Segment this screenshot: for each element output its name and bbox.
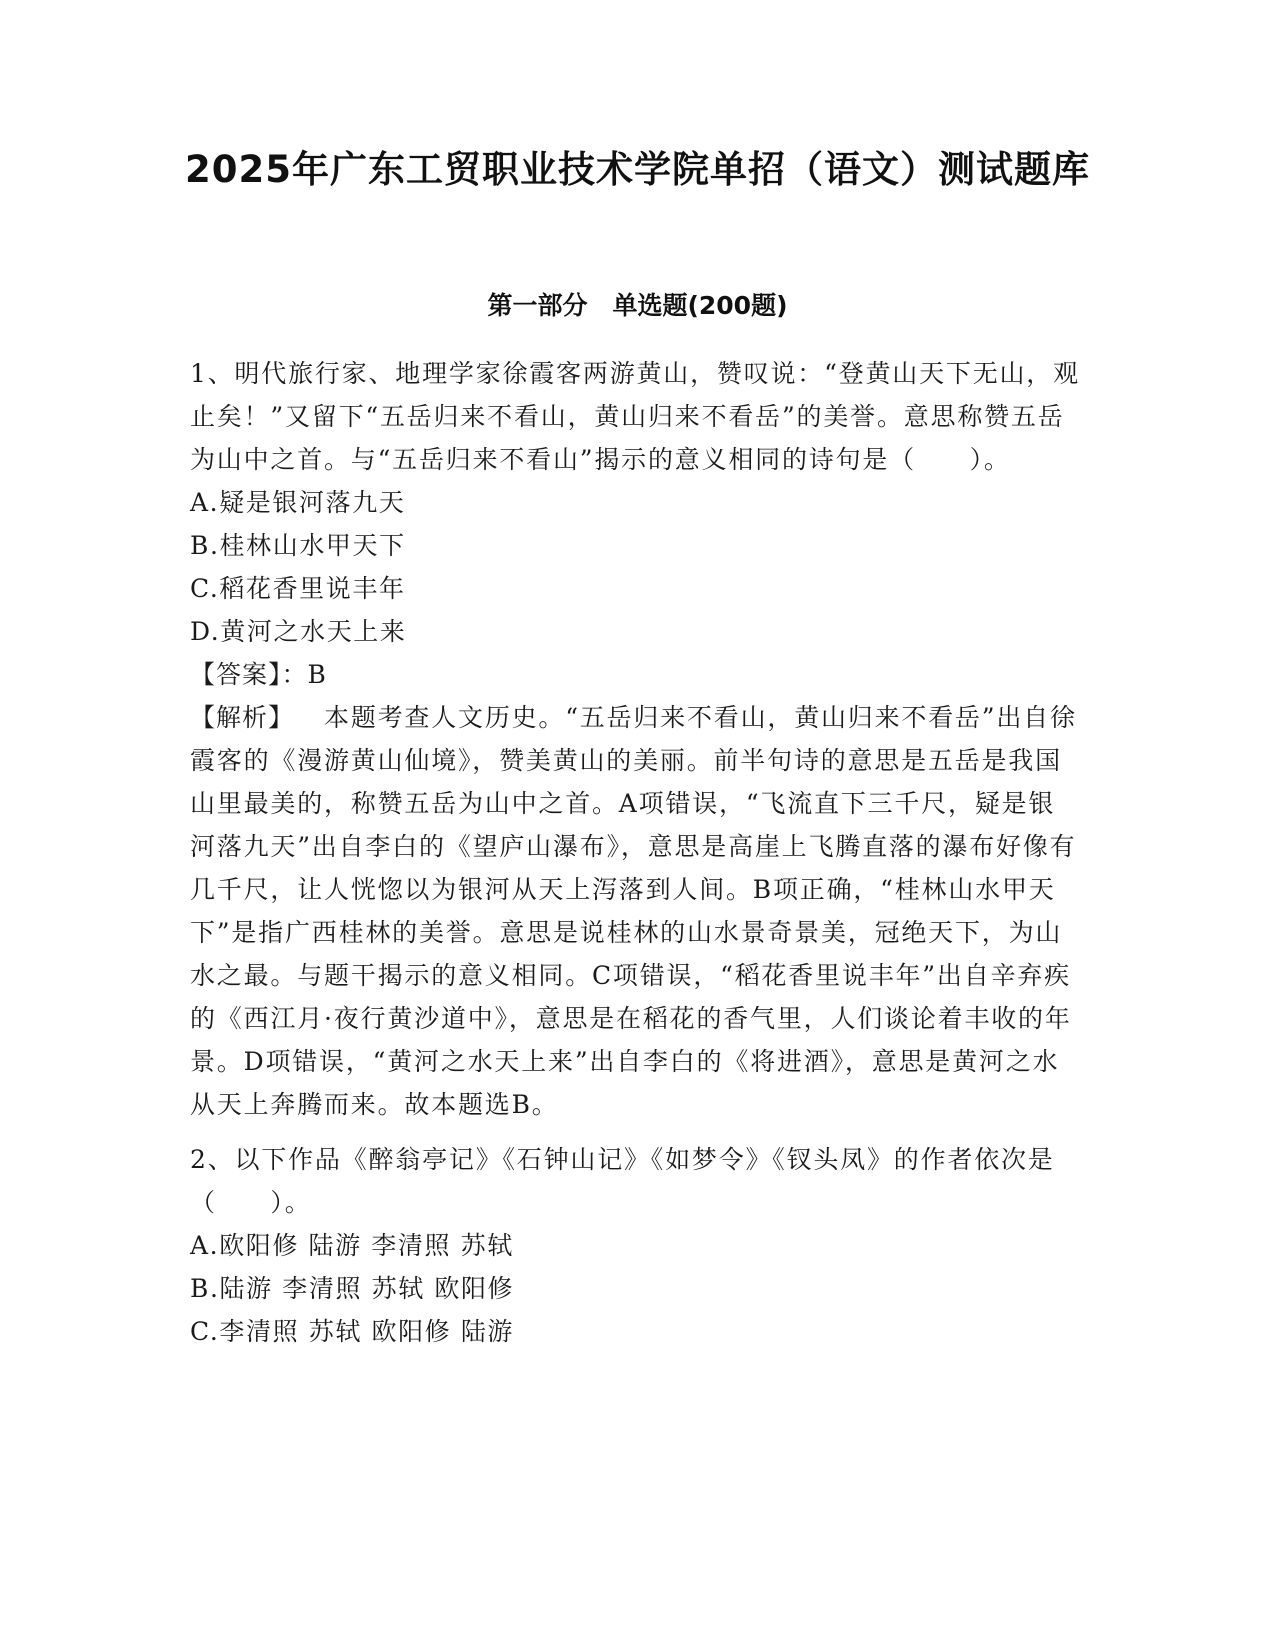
option-a: A.欧阳修 陆游 李清照 苏轼: [190, 1231, 514, 1260]
option-b: B.桂林山水甲天下: [190, 531, 406, 560]
question-stem: 2、以下作品《醉翁亭记》《石钟山记》《如梦令》《钗头凤》的作者依次是（ ）。: [190, 1145, 1055, 1217]
document-title: 2025年广东工贸职业技术学院单招（语文）测试题库: [185, 148, 1090, 191]
option-b: B.陆游 李清照 苏轼 欧阳修: [190, 1274, 515, 1303]
question-2: [190, 1138, 1080, 1353]
option-a: A.疑是银河落九天: [190, 488, 406, 517]
section-title: 第一部分 单选题(200题): [487, 291, 788, 320]
option-d: D.黄河之水天上来: [190, 617, 407, 646]
question-list: [190, 352, 1080, 1353]
question-1: [190, 352, 1080, 1126]
answer-value: B: [307, 660, 328, 689]
analysis-paragraph: [190, 696, 1080, 1126]
analysis-text: 本题考查人文历史。“五岳归来不看山，黄山归来不看岳”出自徐霞客的《漫游黄山仙境》，赞美黄山的美丽。前半句诗的意思是五岳是我国山里最美的，称赞五岳为山中之首。A项错误，“飞流直下三千尺，疑是银河落九天”出自李白的《望庐山瀑布》，意思是高崖上飞腾直落的瀑布好像有几千尺，让人恍惚以为银河从天上泻落到人间。B项正确，“桂林山水甲天下”是指广西桂林的美誉。意思是说桂林的山水景奇景美，冠绝天下，为山水之最。与题干揭示的意义相同。C项错误，“稻花香里说丰年”出自辛弃疾的《西江月·夜行黄沙道中》，意思是在稻花的香气里，人们谈论着丰收的年景。D项错误，“黄河之水天上来”出自李白的《将进酒》，意思是黄河之水从天上奔腾而来。故本题选B。: [190, 703, 1077, 1119]
question-stem: 1、明代旅行家、地理学家徐霞客两游黄山，赞叹说：“登黄山天下无山，观止矣！”又留下“五岳归来不看山，黄山归来不看岳”的美誉。意思称赞五岳为山中之首。与“五岳归来不看山”揭示的意义相同的诗句是（ ）。: [190, 359, 1080, 474]
option-c: C.李清照 苏轼 欧阳修 陆游: [190, 1317, 515, 1346]
answer-label: 【答案】：: [190, 660, 308, 689]
option-c: C.稻花香里说丰年: [190, 574, 406, 603]
answer-line: [190, 653, 1080, 696]
analysis-label: 【解析】: [190, 703, 295, 732]
